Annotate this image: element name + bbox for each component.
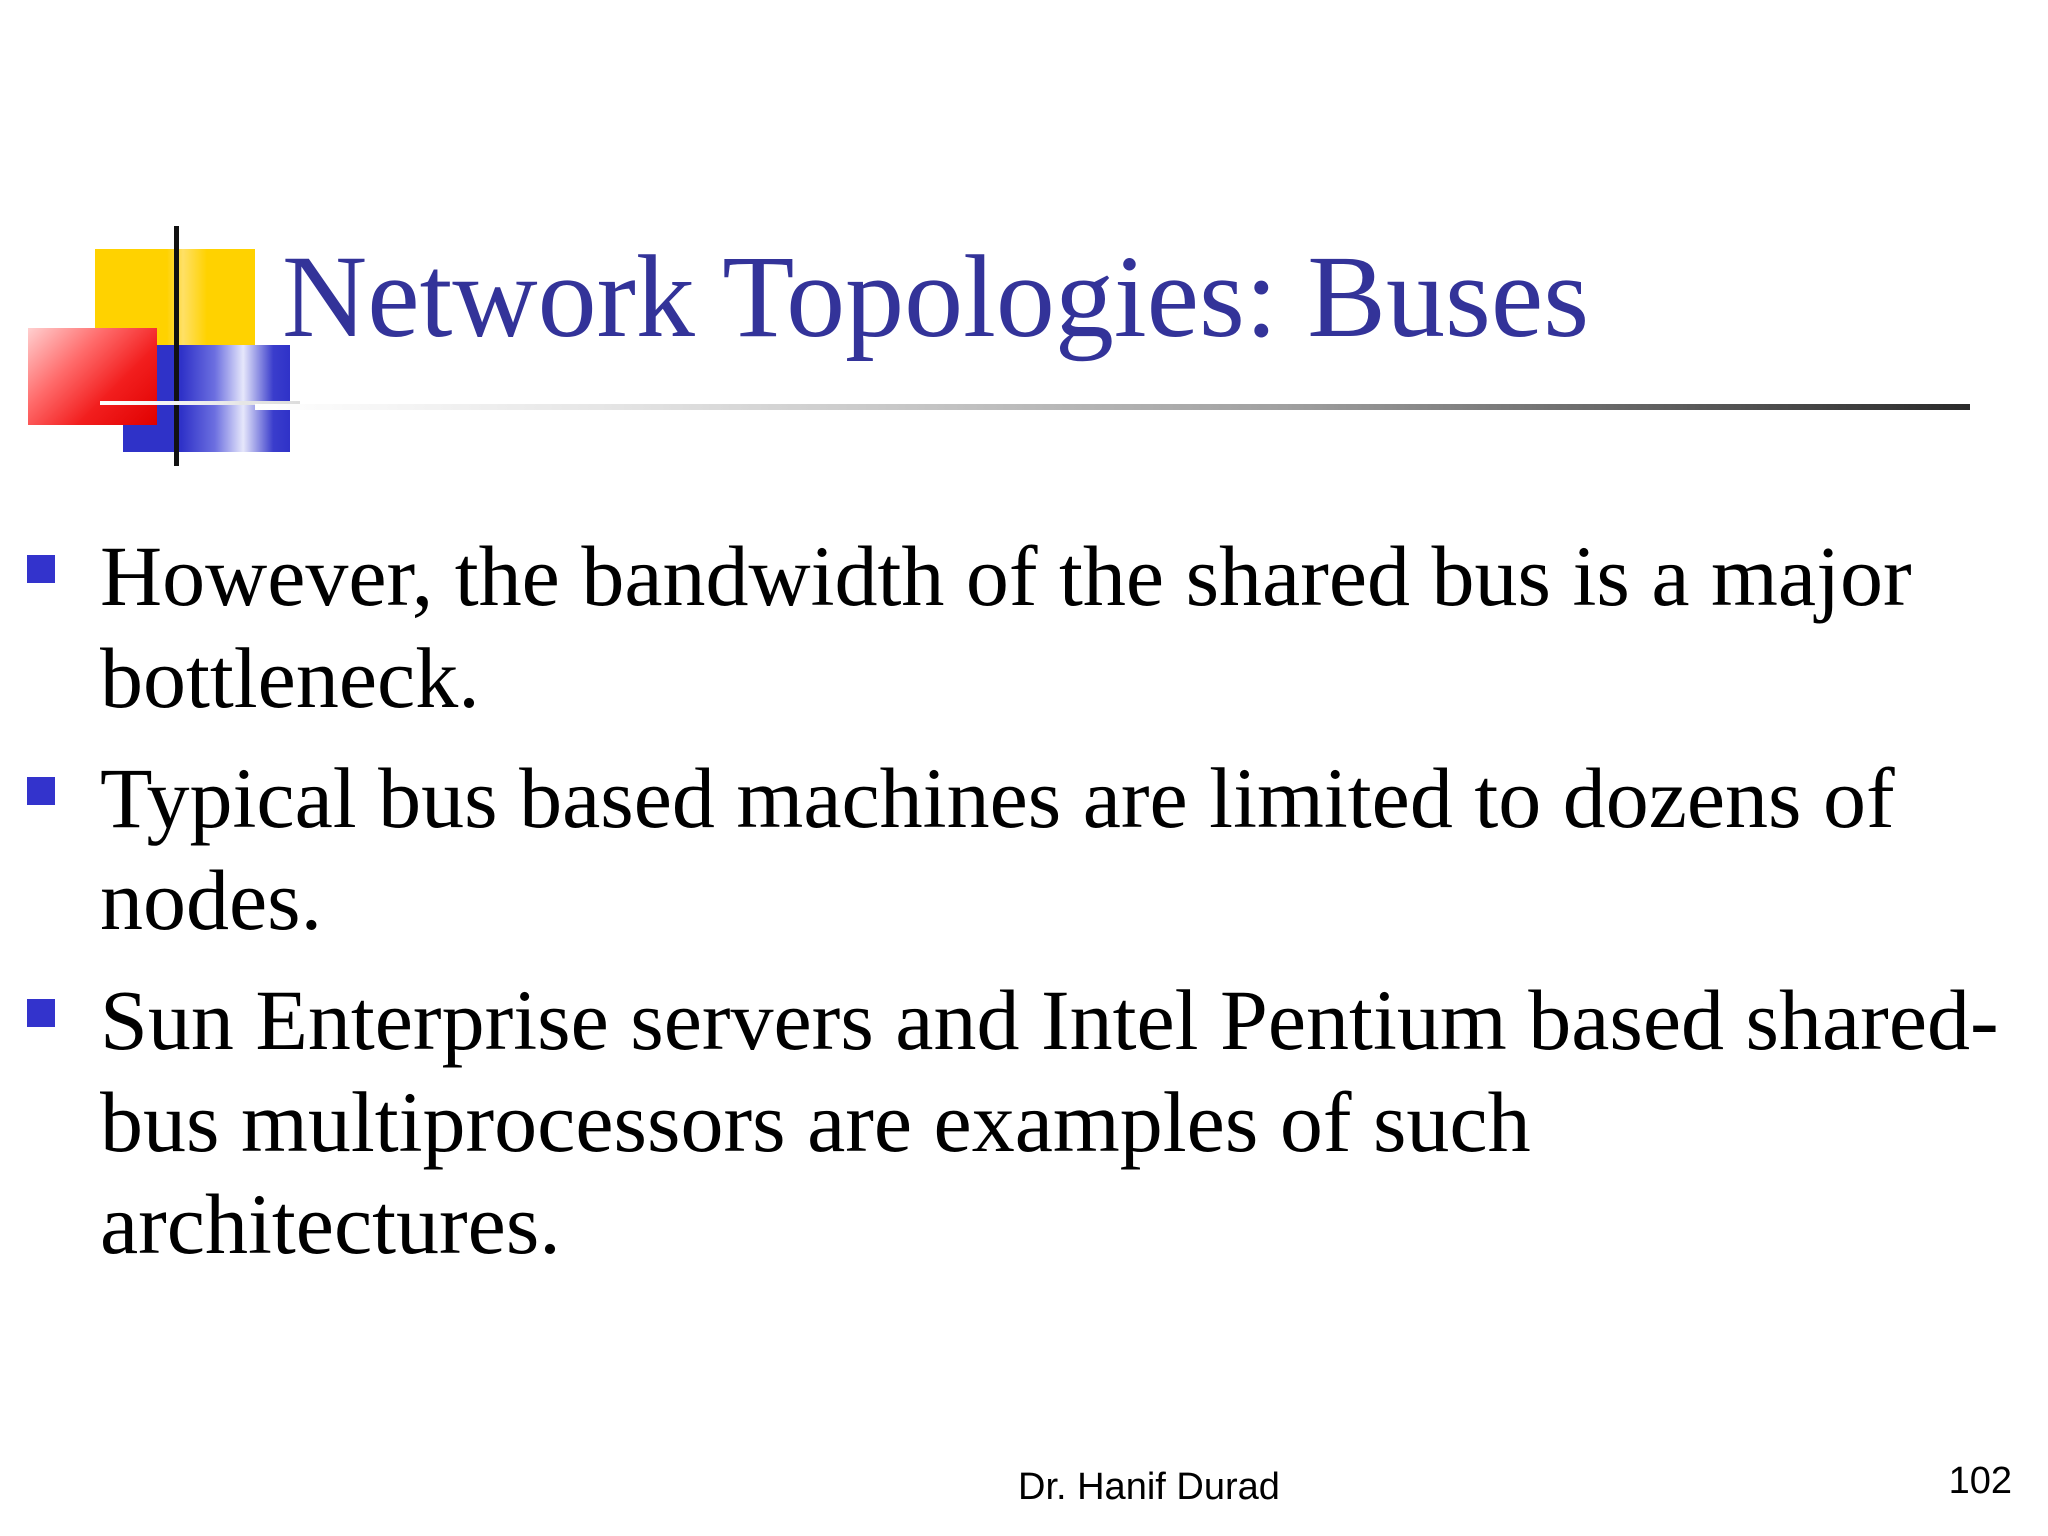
- bullet-text: However, the bandwidth of the shared bus is a major bottleneck.: [100, 528, 1912, 726]
- bullet-item: [0, 969, 2000, 1275]
- square-bullet-icon: [27, 999, 55, 1027]
- bullet-list: [0, 525, 2000, 1293]
- bullet-item: [0, 747, 2000, 951]
- bullet-text: Sun Enterprise servers and Intel Pentium based shared-bus multiprocessors are examples of such architectures.: [100, 972, 1999, 1272]
- title-underline-rule: [255, 404, 1970, 410]
- bullet-text: Typical bus based machines are limited to dozens of nodes.: [100, 750, 1895, 948]
- slide-title: Network Topologies: Buses: [282, 231, 1590, 362]
- red-square-shape: [28, 328, 157, 425]
- slide-footer-author: Dr. Hanif Durad: [1018, 1466, 1280, 1508]
- slide-page-number: 102: [1948, 1460, 2012, 1502]
- logo-vertical-line: [174, 226, 179, 466]
- slide-logo-decoration: [0, 0, 300, 470]
- bullet-item: [0, 525, 2000, 729]
- square-bullet-icon: [27, 777, 55, 805]
- square-bullet-icon: [27, 555, 55, 583]
